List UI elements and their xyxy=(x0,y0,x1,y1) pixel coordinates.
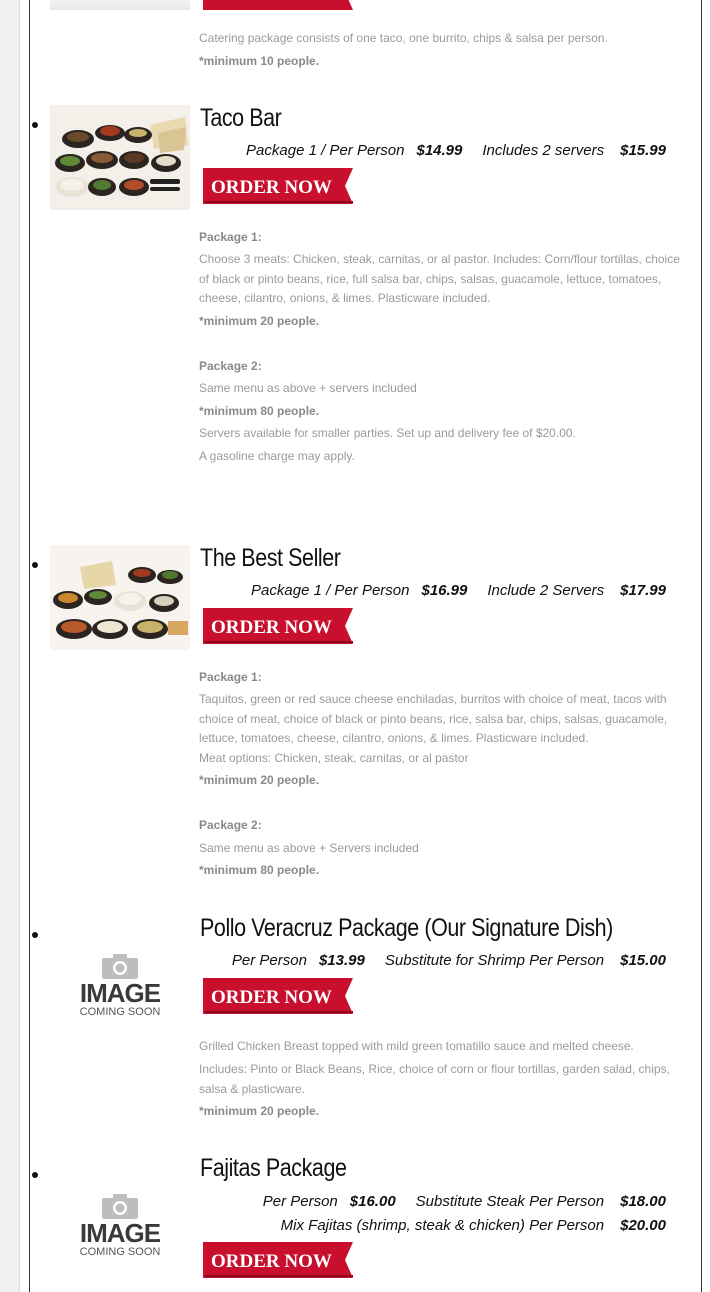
item-description: Grilled Chicken Breast topped with mild green tomatillo sauce and melted cheese. xyxy=(199,1039,634,1053)
placeholder-word: IMAGE xyxy=(79,978,161,1008)
price-row xyxy=(251,582,666,599)
price-amount: $20.00 xyxy=(620,1217,666,1234)
list-bullet xyxy=(32,562,38,568)
taco-bar-photo xyxy=(50,105,190,210)
item-note: Servers available for smaller parties. Set up and delivery fee of $20.00. xyxy=(199,426,576,440)
item-title: Fajitas Package xyxy=(200,1154,347,1182)
item-title: Pollo Veracruz Package (Our Signature Dish) xyxy=(200,914,613,942)
item-includes: Includes: Pinto or Black Beans, Rice, choice of corn or flour tortillas, garden salad, chips, salsa & plasticware. xyxy=(199,1062,670,1096)
price-label: Package 1 / Per Person xyxy=(251,582,410,599)
order-now-button[interactable] xyxy=(203,608,353,644)
image-coming-soon-placeholder xyxy=(50,940,190,1045)
camera-icon xyxy=(100,1192,140,1220)
meat-options: Meat options: Chicken, steak, carnitas, or al pastor xyxy=(199,751,469,765)
price-amount: $14.99 xyxy=(416,142,463,159)
price-label: Substitute Steak Per Person xyxy=(415,1193,605,1210)
order-now-button[interactable] xyxy=(203,168,353,204)
top-item-description: Catering package consists of one taco, one burrito, chips & salsa per person. xyxy=(199,31,608,45)
package-minimum: *minimum 20 people. xyxy=(199,773,320,787)
price-amount: $16.99 xyxy=(421,582,468,599)
price-amount: $15.00 xyxy=(620,952,666,969)
price-label: Substitute for Shrimp Per Person xyxy=(384,952,605,969)
price-row xyxy=(281,1217,666,1234)
package-description: Same menu as above + Servers included xyxy=(199,841,419,855)
price-amount: $16.00 xyxy=(349,1193,396,1210)
package-minimum: *minimum 20 people. xyxy=(199,314,320,328)
top-item-minimum: *minimum 10 people. xyxy=(199,54,320,68)
order-now-label: ORDER NOW xyxy=(211,1251,332,1272)
package-heading: Package 2: xyxy=(199,818,262,832)
price-amount: $18.00 xyxy=(620,1193,666,1210)
best-seller-photo xyxy=(50,545,190,650)
package-description: Choose 3 meats: Chicken, steak, carnitas, or al pastor. Includes: Corn/flour tortillas, choice of black or pinto beans, rice, full salsa bar, chips, salsas, guacamole, lettuce, tomatoes, cheese, cilantro, onions, & limes. Plasticware included. xyxy=(199,252,680,305)
order-now-button[interactable] xyxy=(203,1242,353,1278)
price-amount: $15.99 xyxy=(620,142,666,159)
list-bullet xyxy=(32,1172,38,1178)
top-item-thumbnail xyxy=(50,0,190,10)
price-row xyxy=(232,952,666,969)
list-bullet xyxy=(32,932,38,938)
price-row xyxy=(246,142,666,159)
price-label: Per Person xyxy=(262,1193,338,1210)
package-minimum: *minimum 80 people. xyxy=(199,404,320,418)
list-bullet xyxy=(32,122,38,128)
placeholder-subtext: COMING SOON xyxy=(79,1006,161,1018)
package-heading: Package 2: xyxy=(199,359,262,373)
placeholder-subtext: COMING SOON xyxy=(79,1246,161,1258)
package-heading: Package 1: xyxy=(199,230,262,244)
placeholder-word: IMAGE xyxy=(79,1218,161,1248)
package-description: Taquitos, green or red sauce cheese enchiladas, burritos with choice of meat, tacos with choice of meat, choice of black or pinto beans, rice, salsa bar, chips, salsas, guacamole, lettuce, tomatoes, cheese, cilantro, onions, & limes. Plasticware included. xyxy=(199,692,668,745)
package-heading: Package 1: xyxy=(199,670,262,684)
order-now-label: ORDER NOW xyxy=(211,987,332,1008)
price-label: Per Person xyxy=(231,952,307,969)
package-description: Same menu as above + servers included xyxy=(199,381,417,395)
order-now-button[interactable] xyxy=(203,978,353,1014)
price-label: Package 1 / Per Person xyxy=(246,142,405,159)
package-minimum: *minimum 80 people. xyxy=(199,863,320,877)
price-label: Mix Fajitas (shrimp, steak & chicken) Per Person xyxy=(280,1217,605,1234)
order-now-label: ORDER NOW xyxy=(211,617,332,638)
price-amount: $13.99 xyxy=(318,952,365,969)
page-left-gutter xyxy=(0,0,20,1292)
order-now-button[interactable] xyxy=(203,0,353,10)
price-amount: $17.99 xyxy=(620,582,666,599)
price-label: Includes 2 servers xyxy=(482,142,605,159)
price-row xyxy=(263,1193,666,1210)
price-label: Include 2 Servers xyxy=(487,582,605,599)
item-title: Taco Bar xyxy=(200,104,282,132)
item-note: A gasoline charge may apply. xyxy=(199,449,355,463)
item-title: The Best Seller xyxy=(200,544,341,572)
camera-icon xyxy=(100,952,140,980)
image-coming-soon-placeholder xyxy=(50,1180,190,1285)
item-minimum: *minimum 20 people. xyxy=(199,1104,320,1118)
order-now-label: ORDER NOW xyxy=(211,177,332,198)
